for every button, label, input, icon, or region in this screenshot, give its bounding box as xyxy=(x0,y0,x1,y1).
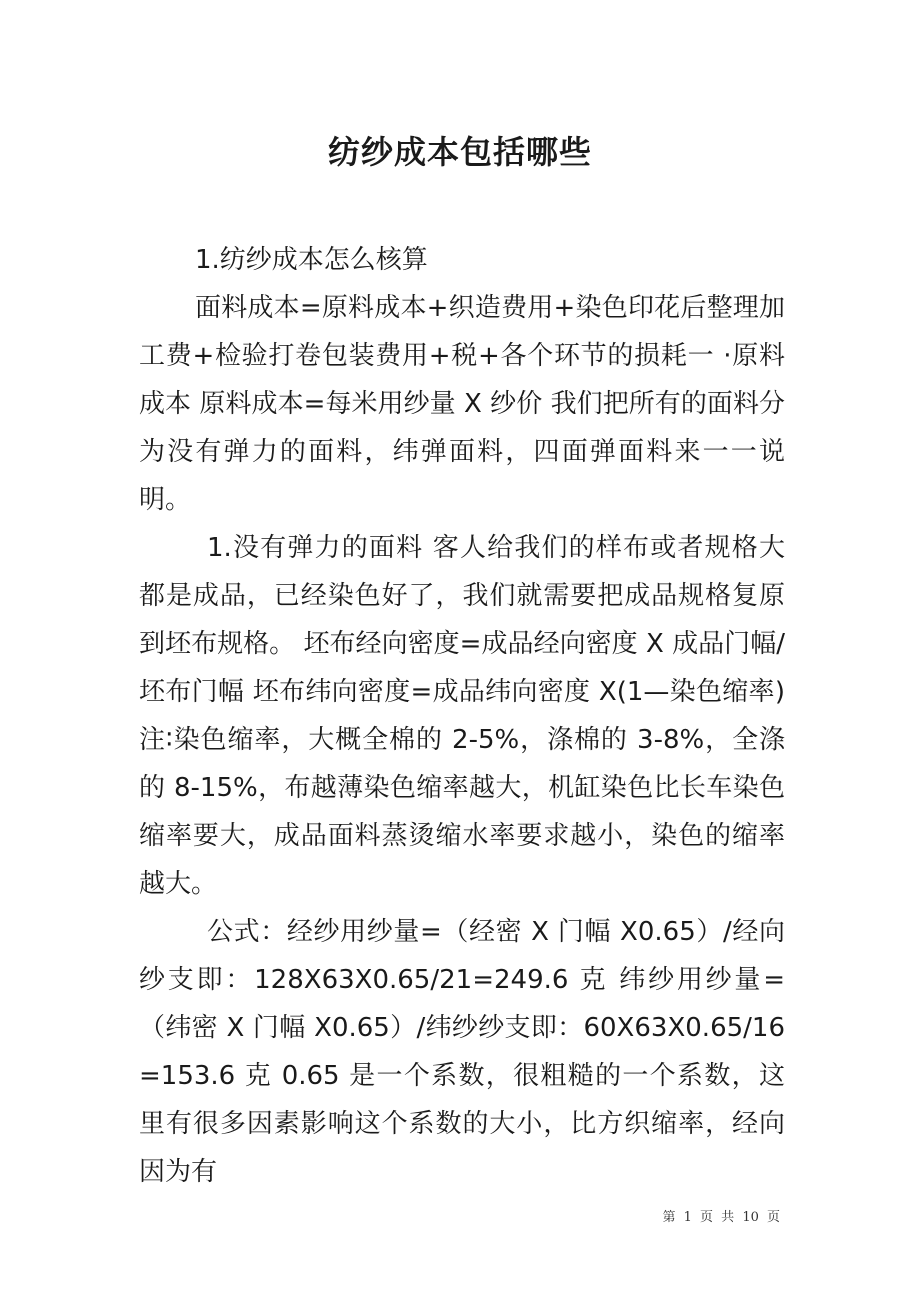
section-heading: 1.纺纱成本怎么核算 xyxy=(195,245,428,275)
paragraph-non-elastic-fabric: 1.没有弹力的面料 客人给我们的样布或者规格大都是成品，已经染色好了，我们就需要把成品规格复原到坯布规格。 坯布经向密度=成品经向密度 X 成品门幅/坯布门幅 坯布纬向密度=成品纬向密度 X(1—染色缩率) 注∶染色缩率，大概全棉的 2-5%，涤棉的 3-8%，全涤的 8-15%，布越薄染色缩率越大，机缸染色比长车染色缩率要大，成品面料蒸烫缩水率要求越小，染色的缩率越大。 xyxy=(139,533,785,899)
document-title: 纺纱成本包括哪些 xyxy=(327,133,592,171)
document-body xyxy=(139,236,785,1196)
page-number-footer: 第 1 页 共 10 页 xyxy=(662,1210,780,1225)
paragraph-fabric-cost: 面料成本=原料成本+织造费用+染色印花后整理加工费+检验打卷包装费用+税+各个环节的损耗一 ·原料成本 原料成本=每米用纱量 X 纱价 我们把所有的面料分为没有弹力的面料，纬弹面料，四面弹面料来一一说明。 xyxy=(139,293,785,515)
paragraph-formula: 公式：经纱用纱量=（经密 X 门幅 X0.65）/经向纱支即：128X63X0.65/21=249.6 克 纬纱用纱量=（纬密 X 门幅 X0.65）/纬纱纱支即：60X63X0.65/16=153.6 克 0.65 是一个系数，很粗糙的一个系数，这里有很多因素影响这个系数的大小，比方织缩率，经向因为有 xyxy=(139,917,785,1187)
